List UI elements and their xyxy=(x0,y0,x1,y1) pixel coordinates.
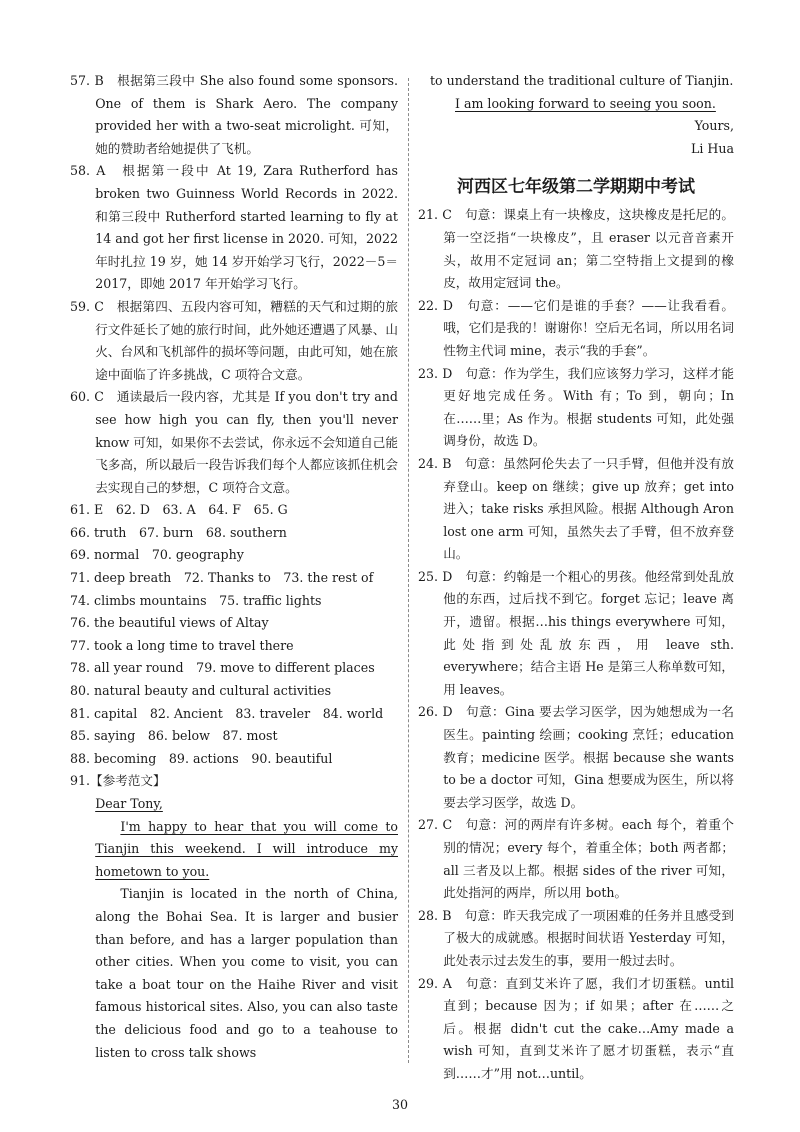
letter-salutation: Dear Tony, xyxy=(95,796,163,811)
answers-71-73: 71. deep breath 72. Thanks to 73. the rest of xyxy=(70,570,374,586)
column-divider xyxy=(408,78,409,1063)
answer-59: 59. C 根据第四、五段内容可知，糟糕的天气和过期的旅行文件延长了她的旅行时间，此外她还遭遇了风暴、山火、台风和飞机部件的损坏等问题，由此可知，她在旅途中面临了许多挑战，C 项符合文意。 xyxy=(70,298,398,382)
answer-76: 76. the beautiful views of Altay xyxy=(70,615,269,631)
left-column xyxy=(70,70,398,1064)
page-number: 30 xyxy=(391,1097,409,1112)
answer-80: 80. natural beauty and cultural activities xyxy=(70,683,332,699)
answers-69-70: 69. normal 70. geography xyxy=(70,547,244,563)
answer-26: 26. D 句意：Gina 要去学习医学，因为她想成为一名医生。painting 绘画；cooking 烹饪；education 教育；medicine 医学。根据 because she wants to be a doctor 可知，Gina 想要成为医生，所以将要去学习医学，故选 D。 xyxy=(418,704,734,810)
answers-61-65: 61. E 62. D 63. A 64. F 65. G xyxy=(70,502,288,518)
letter-yours: Yours, xyxy=(694,118,734,134)
answer-25: 25. D 句意：约翰是一个粗心的男孩。他经常到处乱放他的东西，过后找不到它。forget 忘记；leave 离开，遗留。根据…his things everywhere 可知，此处指到处乱放东西，用 leave sth. everywhere；结合主语 He 是第三人称单数可知，用 leaves。 xyxy=(418,568,734,697)
answer-22: 22. D 句意：——它们是谁的手套？——让我看看。哦，它们是我的！谢谢你！空后无名词，所以用名词性物主代词 mine，表示“我的手套”。 xyxy=(418,297,734,358)
answer-21: 21. C 句意：课桌上有一块橡皮，这块橡皮是托尼的。第一空泛指“一块橡皮”，且 eraser 以元音音素开头，故用不定冠词 an；第二空特指上文提到的橡皮，故用定冠词 the。 xyxy=(418,207,734,291)
letter-paragraph-2-end: to understand the traditional culture of Tianjin. xyxy=(430,73,734,88)
right-column xyxy=(418,70,734,1086)
answers-81-84: 81. capital 82. Ancient 83. traveler 84. world xyxy=(70,705,384,721)
answer-23: 23. D 句意：作为学生，我们应该努力学习，这样才能更好地完成任务。With 有；To 到，朝向；In 在……里；As 作为。根据 students 可知，此处强调身份，故选 D。 xyxy=(418,365,734,449)
answer-60: 60. C 通读最后一段内容，尤其是 If you don't try and see how high you can fly, then you'll never know 可知，如果你不去尝试，你永远不会知道自己能飞多高，所以最后一段告诉我们每个人都应该抓住机会去实现自己的梦想，C 项符合文意。 xyxy=(70,389,398,495)
answers-74-75: 74. climbs mountains 75. traffic lights xyxy=(70,592,322,608)
answer-28: 28. B 句意：昨天我完成了一项困难的任务并且感受到了极大的成就感。根据时间状语 Yesterday 可知，此处表示过去发生的事，要用一般过去时。 xyxy=(418,907,734,968)
answer-77: 77. took a long time to travel there xyxy=(70,637,294,653)
answers-66-68: 66. truth 67. burn 68. southern xyxy=(70,524,287,540)
section-title: 河西区七年级第二学期期中考试 xyxy=(457,177,695,198)
letter-closing-line: I am looking forward to seeing you soon. xyxy=(455,95,716,111)
answer-58: 58. A 根据第一段中 At 19, Zara Rutherford has broken two Guinness World Records in 2022. 和第三段中 Rutherford started learning to fly at 14 and got her first license in 2020. 可知，2022 年时扎拉 19 岁，她 14 岁开始学习飞行，2022－5＝2017，即她 2017 年开始学习飞行。 xyxy=(70,163,398,292)
answer-57: 57. B 根据第三段中 She also found some sponsors. One of them is Shark Aero. The company provided her with a two-seat microlight. 可知，她的赞助者给她提供了飞机。 xyxy=(70,73,398,156)
letter-paragraph-2: Tianjin is located in the north of China, along the Bohai Sea. It is larger and busier than before, and has a larger population than other cities. When you come to visit, you can take a boat tour on the Haihe River and visit famous historical sites. Also, you can also taste the delicious food and go to a teahouse to listen to cross talk shows xyxy=(95,886,398,1060)
letter-paragraph-1: I'm happy to hear that you will come to Tianjin this weekend. I will introduce my hometown to you. xyxy=(95,818,398,879)
answers-78-79: 78. all year round 79. move to different places xyxy=(70,660,375,676)
answer-91-heading: 91.【参考范文】 xyxy=(70,773,166,789)
answer-27: 27. C 句意：河的两岸有许多树。each 每个，着重个别的情况；every 每个，着重全体；both 两者都；all 三者及以上都。根据 sides of the river 可知，此处指河的两岸，所以用 both。 xyxy=(418,817,734,901)
answer-29: 29. A 句意：直到艾米许了愿，我们才切蛋糕。until 直到；because 因为；if 如果；after 在……之后。根据 didn't cut the cake…Amy made a wish 可知，直到艾米许了愿才切蛋糕，表示“直到……才”用 not…until。 xyxy=(418,975,734,1081)
answers-85-87: 85. saying 86. below 87. most xyxy=(70,728,278,744)
answers-88-90: 88. becoming 89. actions 90. beautiful xyxy=(70,750,333,766)
letter-signature: Li Hua xyxy=(691,140,734,156)
answer-24: 24. B 句意：虽然阿伦失去了一只手臂，但他并没有放弃登山。keep on 继续；give up 放弃；get into 进入；take risks 承担风险。根据 Although Aron lost one arm 可知，虽然失去了手臂，但不放弃登山。 xyxy=(418,455,734,562)
